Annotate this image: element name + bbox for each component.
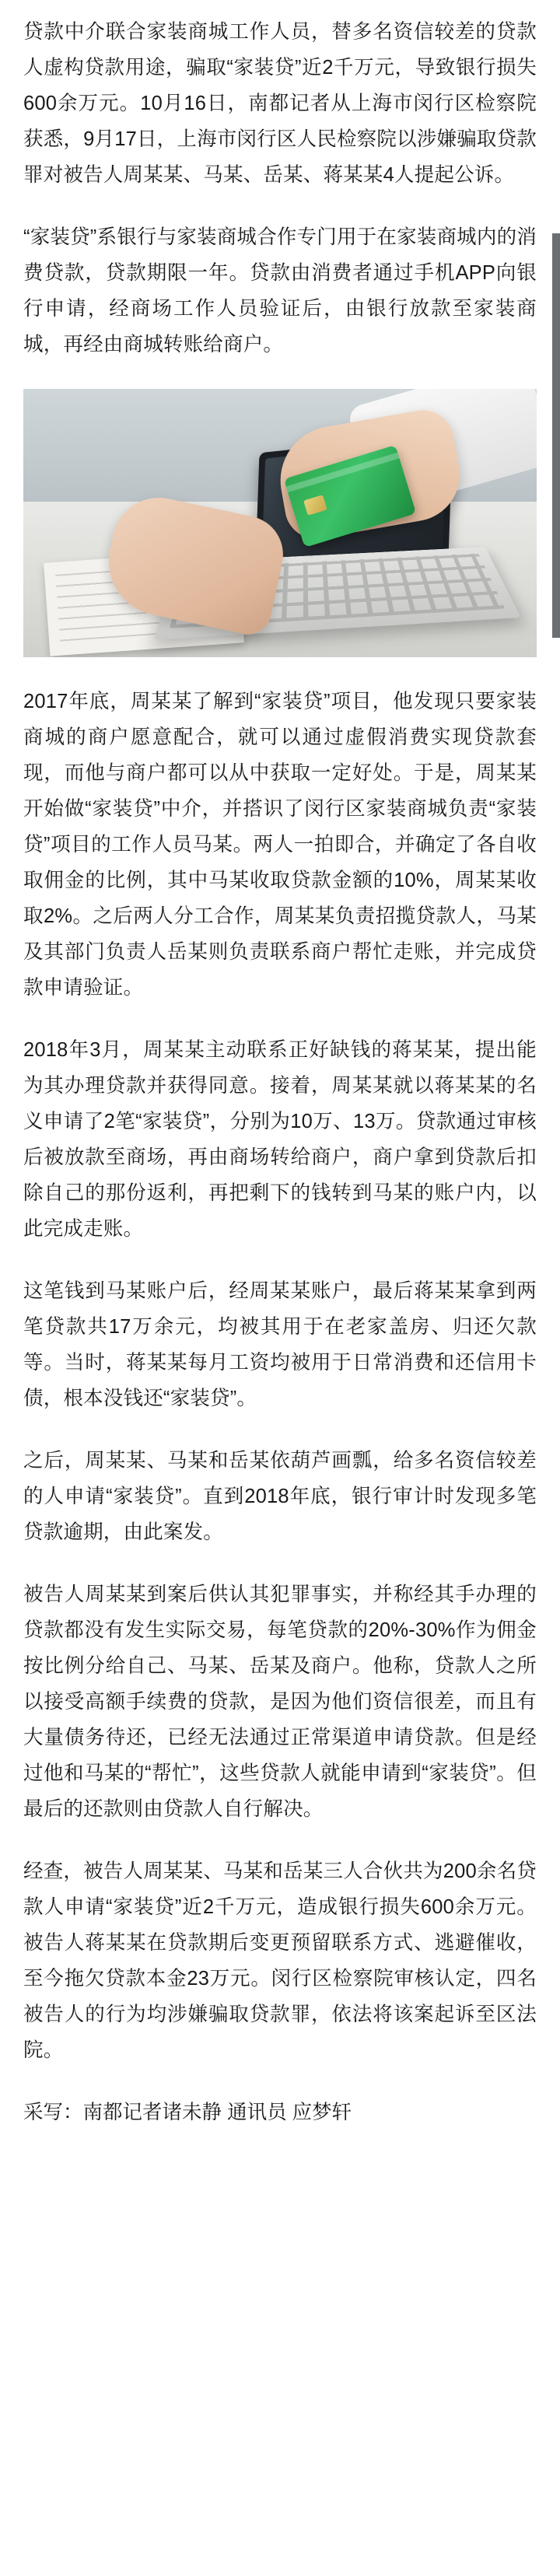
article-byline: 采写：南都记者诸未静 通讯员 应梦轩 [23, 2102, 352, 2123]
photo-card-chip [303, 495, 327, 516]
article-figure [23, 389, 537, 657]
page-edge-strip [552, 233, 560, 638]
paragraph: 之后，周某某、马某和岳某依葫芦画瓢，给多名资信较差的人申请“家装贷”。直到2018年底，银行审计时发现多笔贷款逾期，由此案发。 [23, 1450, 537, 1543]
paragraph: 被告人周某某到案后供认其犯罪事实，并称经其手办理的贷款都没有发生实际交易，每笔贷款的20%-30%作为佣金按比例分给自己、马某、岳某及商户。他称，贷款人之所以接受高额手续费的贷款，是因为他们资信很差，而且有大量债务待还，已经无法通过正常渠道申请贷款。但是经过他和马某的“帮忙”，这些贷款人就能申请到“家装贷”。但最后的还款则由贷款人自行解决。 [23, 1584, 537, 1820]
paragraph: 2018年3月，周某某主动联系正好缺钱的蒋某某，提出能为其办理贷款并获得同意。接着，周某某就以蒋某某的名义申请了2笔“家装贷”，分别为10万、13万。贷款通过审核后被放款至商场，再由商场转给商户，商户拿到贷款后扣除自己的那份返利，再把剩下的钱转到马某的账户内，以此完成走账。 [23, 1039, 537, 1240]
article-body [23, 14, 537, 2130]
paragraph: 经查，被告人周某某、马某和岳某三人合伙共为200余名贷款人申请“家装贷”近2千万元，造成银行损失600余万元。被告人蒋某某在贷款期后变更预留联系方式、逃避催收，至今拖欠贷款本金23万元。闵行区检察院审核认定，四名被告人的行为均涉嫌骗取贷款罪，依法将该案起诉至区法院。 [23, 1860, 537, 2061]
paragraph: 2017年底，周某某了解到“家装贷”项目，他发现只要家装商城的商户愿意配合，就可以通过虚假消费实现贷款套现，而他与商户都可以从中获取一定好处。于是，周某某开始做“家装贷”中介，并搭识了闵行区家装商城负责“家装贷”项目的工作人员马某。两人一拍即合，并确定了各自收取佣金的比例，其中马某收取贷款金额的10%，周某某收取2%。之后两人分工合作，周某某负责招揽贷款人，马某及其部门负责人岳某则负责联系商户帮忙走账，并完成贷款申请验证。 [23, 691, 537, 999]
paragraph: 贷款中介联合家装商城工作人员，替多名资信较差的贷款人虚构贷款用途，骗取“家装贷”近2千万元，导致银行损失600余万元。10月16日，南都记者从上海市闵行区检察院获悉，9月17日，上海市闵行区人民检察院以涉嫌骗取贷款罪对被告人周某某、马某、岳某、蒋某某4人提起公诉。 [23, 21, 537, 186]
paragraph: 这笔钱到马某账户后，经周某某账户，最后蒋某某拿到两笔贷款共17万余元，均被其用于在老家盖房、归还欠款等。当时，蒋某某每月工资均被用于日常消费和还信用卡债，根本没钱还“家装贷”。 [23, 1280, 537, 1409]
paragraph: “家装贷”系银行与家装商城合作专门用于在家装商城内的消费贷款，贷款期限一年。贷款由消费者通过手机APP向银行申请，经商场工作人员验证后，由银行放款至家装商城，再经由商城转账给商户。 [23, 226, 537, 355]
photo-hands-card-laptop [23, 389, 537, 657]
